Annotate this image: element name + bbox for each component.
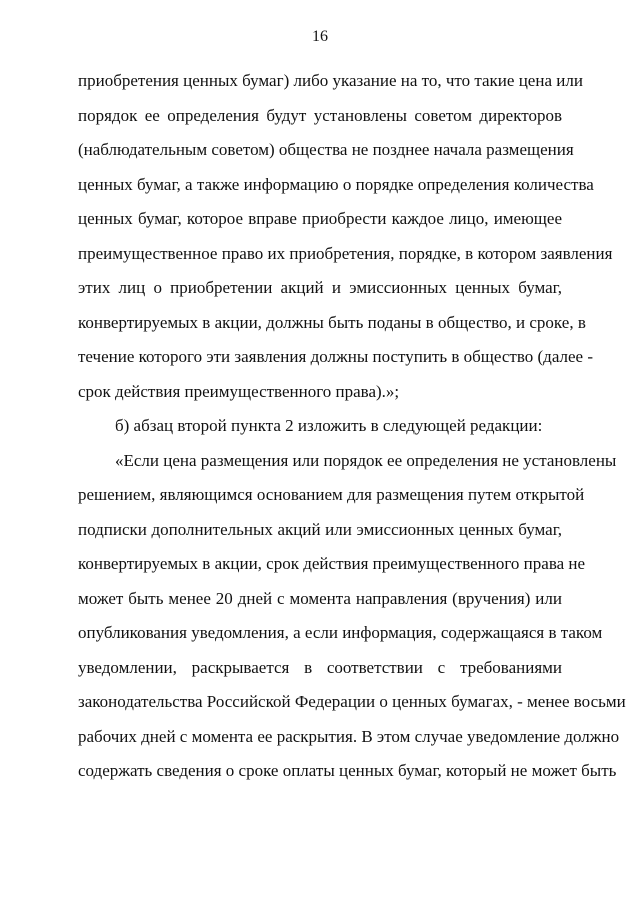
text-line: «Если цена размещения или порядок ее определения не установлены bbox=[115, 450, 617, 470]
text-line: (наблюдательным советом) общества не позднее начала размещения bbox=[78, 140, 574, 159]
text-line: конвертируемых в акции, срок действия преимущественного права не bbox=[78, 554, 586, 573]
text-line: опубликования уведомления, а если информация, содержащаяся в таком bbox=[78, 623, 603, 642]
text-line: подписки дополнительных акций или эмиссионных ценных бумаг, bbox=[78, 519, 562, 539]
text-line: ценных бумаг, а также информацию о порядке определения количества bbox=[78, 174, 594, 194]
text-line: б) абзац второй пункта 2 изложить в следующей редакции: bbox=[115, 416, 543, 435]
body-text bbox=[78, 71, 626, 796]
text-line: приобретения ценных бумаг) либо указание на то, что такие цена или bbox=[78, 71, 583, 90]
text-line: срок действия преимущественного права).»; bbox=[78, 381, 400, 401]
page-number: 16 bbox=[312, 28, 328, 45]
text-line: может быть менее 20 дней с момента направления (вручения) или bbox=[78, 588, 562, 608]
text-line: уведомлении, раскрывается в соответствии с требованиями bbox=[78, 657, 562, 677]
text-line: ценных бумаг, которое вправе приобрести каждое лицо, имеющее bbox=[78, 209, 562, 228]
text-line: содержать сведения о сроке оплаты ценных бумаг, который не может быть bbox=[78, 761, 617, 780]
text-line: преимущественное право их приобретения, порядке, в котором заявления bbox=[78, 243, 613, 263]
text-line: решением, являющимся основанием для размещения путем открытой bbox=[78, 485, 585, 504]
text-line: этих лиц о приобретении акций и эмиссионных ценных бумаг, bbox=[78, 278, 562, 297]
text-line: течение которого эти заявления должны поступить в общество (далее - bbox=[78, 347, 593, 366]
text-line: рабочих дней с момента ее раскрытия. В этом случае уведомление должно bbox=[78, 726, 620, 746]
text-line: порядок ее определения будут установлены советом директоров bbox=[78, 105, 562, 125]
text-line: законодательства Российской Федерации о ценных бумагах, - менее восьми bbox=[78, 692, 626, 711]
text-line: конвертируемых в акции, должны быть поданы в общество, и сроке, в bbox=[78, 312, 586, 332]
